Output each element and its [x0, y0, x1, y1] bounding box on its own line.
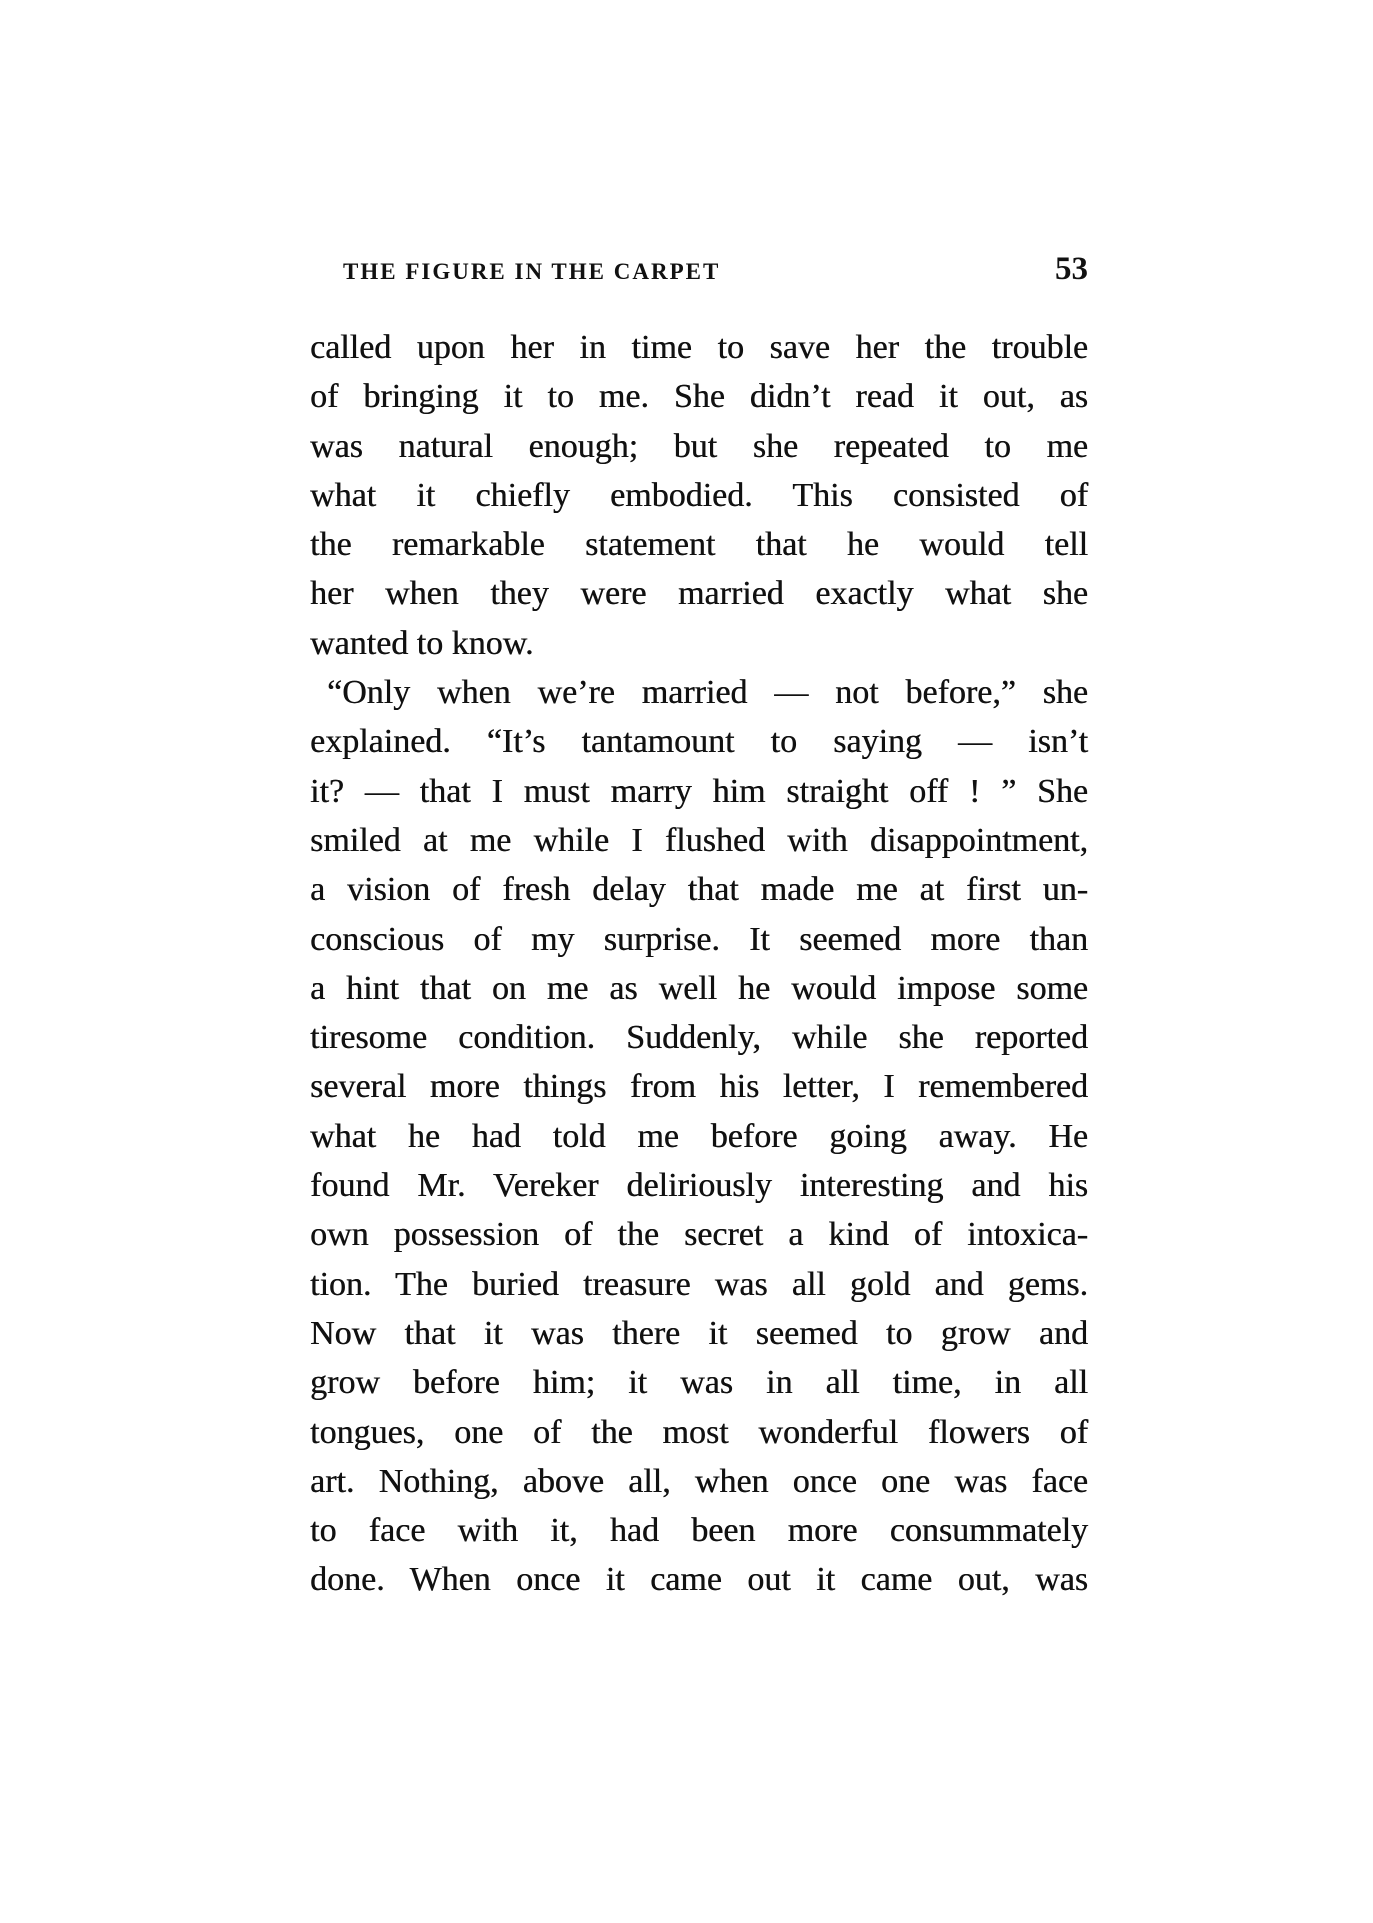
- text-line: of bringing it to me. She didn’t read it out, as: [310, 378, 1088, 416]
- text-line: explained. “It’s tantamount to saying — isn’t: [310, 723, 1088, 761]
- text-line: own possession of the secret a kind of intoxica-: [310, 1216, 1088, 1254]
- page-number: 53: [1055, 251, 1088, 287]
- text-line: tion. The buried treasure was all gold and gems.: [310, 1265, 1088, 1303]
- text-line: smiled at me while I flushed with disappointment,: [310, 821, 1088, 859]
- text-line: several more things from his letter, I remembered: [310, 1068, 1088, 1106]
- text-line: wanted to know.: [310, 624, 534, 662]
- text-line: conscious of my surprise. It seemed more than: [310, 920, 1088, 958]
- body-text: [310, 323, 1088, 1605]
- text-line: to face with it, had been more consummately: [310, 1512, 1088, 1550]
- text-line: a vision of fresh delay that made me at first un-: [310, 871, 1088, 909]
- running-title: THE FIGURE IN THE CARPET: [343, 259, 721, 284]
- text-line: called upon her in time to save her the trouble: [310, 329, 1088, 366]
- text-line: art. Nothing, above all, when once one was face: [310, 1462, 1088, 1500]
- text-line: a hint that on me as well he would impose some: [310, 969, 1088, 1007]
- text-line: tiresome condition. Suddenly, while she reported: [310, 1019, 1088, 1057]
- text-line: found Mr. Vereker deliriously interesting and his: [310, 1167, 1088, 1205]
- text-line: tongues, one of the most wonderful flowers of: [310, 1413, 1088, 1451]
- text-line: was natural enough; but she repeated to me: [310, 427, 1088, 465]
- text-line: the remarkable statement that he would tell: [310, 526, 1088, 564]
- text-line: her when they were married exactly what she: [310, 575, 1088, 613]
- text-line: done. When once it came out it came out, was: [310, 1561, 1088, 1599]
- text-line: Now that it was there it seemed to grow and: [310, 1314, 1088, 1352]
- text-line: grow before him; it was in all time, in all: [310, 1364, 1088, 1402]
- running-header: [310, 251, 1088, 291]
- text-line: what it chiefly embodied. This consisted of: [310, 476, 1088, 514]
- text-line: it? — that I must marry him straight off ! ” She: [310, 772, 1088, 810]
- text-line: “Only when we’re married — not before,” she: [327, 674, 1088, 712]
- text-line: what he had told me before going away. He: [310, 1117, 1088, 1155]
